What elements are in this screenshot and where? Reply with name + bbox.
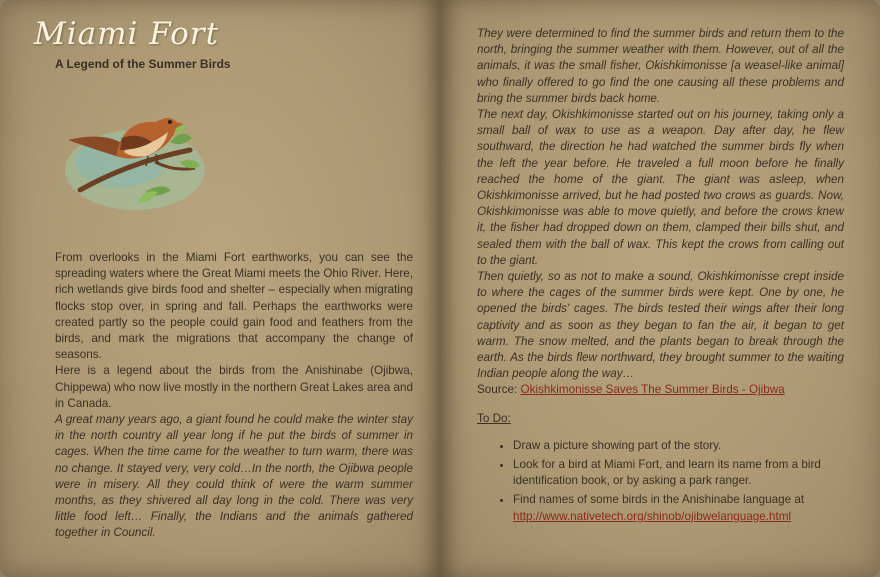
ojibwe-language-link[interactable]: http://www.nativetech.org/shinob/ojibwelanguage.html [513,509,792,523]
story-paragraph: They were determined to find the summer birds and return them to the north, bringing the summer weather with them. However, out of all the animals, it was the small fisher, Okishkimonisse [a weasel-like animal] who finally offered to go find the one causing all these problems and bring the summer birds back home. [477,27,844,105]
source-line [477,382,844,398]
right-text-column [477,26,844,528]
intro-paragraph: From overlooks in the Miami Fort earthworks, you can see the spreading waters where the Great Miami meets the Ohio River. Here, rich wetlands give birds food and shelter – especially when migrating flocks stop over, in spring and fall. Perhaps the earthworks were created partly so the people could gain food and feathers from the birds, and mark the migrations that accompany the change of seasons. [55,251,413,362]
story-paragraph: Then quietly, so as not to make a sound, Okishkimonisse crept inside to where the cages of the summer birds were kept. One by one, he opened the birds' cages. The birds tested their wings after their long captivity and as soon as they began to fan the air, it began to get warm. The snow melted, and the plants began to break through the earth. As the birds flew northward, they brought summer to the waiting Indian people along the way… [477,270,844,381]
bird-on-branch-icon [60,92,220,222]
source-label: Source: [477,383,521,397]
todo-list [477,438,844,525]
source-link[interactable]: Okishkimonisse Saves The Summer Birds - Ojibwa [520,383,785,397]
page-subtitle: A Legend of the Summer Birds [55,57,231,71]
right-page [440,0,880,577]
story-paragraph: The next day, Okishkimonisse started out on his journey, taking only a small ball of wax to use as a weapon. Day after day, he flew southward, the direction he had watched the summer birds fly when the left the year before. He traveled a full moon before he finally reached the home of the giant. The giant was asleep, when Okishkimonisse arrived, but he had posted two crows as guards. Now, Okishkimonisse was able to move quietly, and before the crows knew it, the fisher had dropped down on them, clamped their bills shut, and sealed them with the ball of wax. This kept the crows from calling out to the giant. [477,108,844,267]
intro-paragraph: Here is a legend about the birds from the Anishinabe (Ojibwa, Chippewa) who now live mostly in the northern Great Lakes area and in Canada. [55,364,413,410]
page-title: Miami Fort [34,16,220,52]
list-item: • Draw a picture showing part of the story. [513,438,844,454]
todo-heading: To Do: [477,411,511,425]
todo-label: To Do [477,411,508,425]
list-item: • Find names of some birds in the Anishinabe language at http://www.nativetech.org/shinob/ojibwelanguage.html [513,492,844,524]
story-paragraph: A great many years ago, a giant found he could make the winter stay in the north country all year long if he put the birds of summer in cages. When the time came for the weather to turn warm, there was no change. It stayed very, very cold…In the north, the Ojibwa people were in misery. All they could think of were the warm summer months, as they shivered all day long in the cold. There was very little food left… Finally, the Indians and the animals gathered together in Council. [55,413,413,540]
list-item: • Look for a bird at Miami Fort, and learn its name from a bird identification book, or by asking a park ranger. [513,457,844,489]
left-text-column [55,250,413,542]
